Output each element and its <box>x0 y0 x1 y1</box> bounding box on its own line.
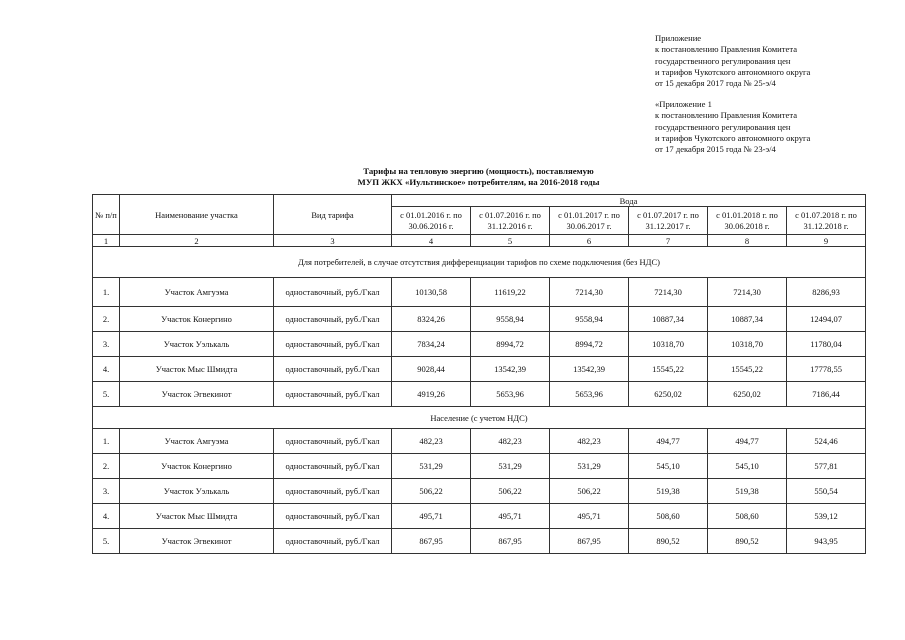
header-period: с 01.01.2016 г. по 30.06.2016 г. <box>392 207 471 235</box>
site-name: Участок Амгуэма <box>120 429 274 454</box>
tariff-value: 508,60 <box>708 504 787 529</box>
tariff-type: одноставочный, руб./Гкал <box>274 479 392 504</box>
row-number: 3. <box>93 332 120 357</box>
column-number: 7 <box>629 235 708 247</box>
row-number: 5. <box>93 529 120 554</box>
tariff-type: одноставочный, руб./Гкал <box>274 278 392 307</box>
column-number: 4 <box>392 235 471 247</box>
site-name: Участок Уэлькаль <box>120 332 274 357</box>
tariff-value: 15545,22 <box>629 357 708 382</box>
row-number: 4. <box>93 357 120 382</box>
tariff-value: 531,29 <box>392 454 471 479</box>
tariff-value: 943,95 <box>787 529 866 554</box>
header-period: с 01.01.2017 г. по 30.06.2017 г. <box>550 207 629 235</box>
section-row <box>93 247 866 278</box>
tariff-type: одноставочный, руб./Гкал <box>274 454 392 479</box>
tariff-value: 12494,07 <box>787 307 866 332</box>
tariff-value: 539,12 <box>787 504 866 529</box>
column-number: 1 <box>93 235 120 247</box>
tariff-value: 15545,22 <box>708 357 787 382</box>
tariff-value: 506,22 <box>471 479 550 504</box>
tariff-value: 9558,94 <box>550 307 629 332</box>
tariff-value: 13542,39 <box>471 357 550 382</box>
tariff-value: 8994,72 <box>471 332 550 357</box>
title-line: МУП ЖКХ «Иультинское» потребителям, на 2016-2018 годы <box>357 177 600 187</box>
site-name: Участок Эгвекинот <box>120 529 274 554</box>
appendix-line: «Приложение 1 <box>655 99 712 109</box>
column-number: 6 <box>550 235 629 247</box>
header-water-group: Вода <box>392 195 866 207</box>
tariff-value: 867,95 <box>550 529 629 554</box>
tariff-value: 494,77 <box>629 429 708 454</box>
tariff-value: 890,52 <box>708 529 787 554</box>
header-period: с 01.07.2017 г. по 31.12.2017 г. <box>629 207 708 235</box>
appendix-note-current <box>655 33 895 89</box>
header-number: № п/п <box>93 195 120 235</box>
section-title: Для потребителей, в случае отсутствия дифференциации тарифов по схеме подключения (без НДС) <box>93 247 866 278</box>
tariff-type: одноставочный, руб./Гкал <box>274 307 392 332</box>
appendix-note-original <box>655 99 895 155</box>
tariff-value: 890,52 <box>629 529 708 554</box>
header-site-name: Наименование участка <box>120 195 274 235</box>
tariff-value: 8324,26 <box>392 307 471 332</box>
site-name: Участок Эгвекинот <box>120 382 274 407</box>
row-number: 5. <box>93 382 120 407</box>
site-name: Участок Конергино <box>120 454 274 479</box>
appendix-line: к постановлению Правления Комитета <box>655 44 798 55</box>
tariff-value: 10130,58 <box>392 278 471 307</box>
appendix-line: государственного регулирования цен <box>655 55 791 66</box>
table-row <box>93 357 866 382</box>
tariff-value: 519,38 <box>708 479 787 504</box>
tariff-value: 494,77 <box>708 429 787 454</box>
site-name: Участок Мыс Шмидта <box>120 357 274 382</box>
row-number: 2. <box>93 307 120 332</box>
tariff-value: 545,10 <box>629 454 708 479</box>
header-row-column-numbers <box>93 235 866 247</box>
tariff-value: 8994,72 <box>550 332 629 357</box>
appendix-line: Приложение <box>655 33 702 43</box>
tariff-value: 495,71 <box>392 504 471 529</box>
tariff-value: 7214,30 <box>708 278 787 307</box>
header-period: с 01.07.2018 г. по 31.12.2018 г. <box>787 207 866 235</box>
tariff-value: 7214,30 <box>629 278 708 307</box>
column-number: 9 <box>787 235 866 247</box>
tariff-value: 9028,44 <box>392 357 471 382</box>
tariff-type: одноставочный, руб./Гкал <box>274 332 392 357</box>
tariff-value: 10887,34 <box>629 307 708 332</box>
row-number: 1. <box>93 278 120 307</box>
tariff-value: 17778,55 <box>787 357 866 382</box>
tariff-type: одноставочный, руб./Гкал <box>274 429 392 454</box>
tariff-table <box>92 194 866 554</box>
tariff-value: 6250,02 <box>629 382 708 407</box>
tariff-value: 577,81 <box>787 454 866 479</box>
tariff-value: 531,29 <box>550 454 629 479</box>
tariff-value: 506,22 <box>392 479 471 504</box>
appendix-line: государственного регулирования цен <box>655 121 791 132</box>
table-row <box>93 332 866 357</box>
section-row <box>93 407 866 429</box>
tariff-value: 5653,96 <box>550 382 629 407</box>
appendix-line: от 17 декабря 2015 года № 23-э/4 <box>655 144 776 155</box>
appendix-line: и тарифов Чукотского автономного округа <box>655 132 811 143</box>
tariff-type: одноставочный, руб./Гкал <box>274 504 392 529</box>
appendix-line: и тарифов Чукотского автономного округа <box>655 66 811 77</box>
tariff-value: 13542,39 <box>550 357 629 382</box>
appendix-line: от 15 декабря 2017 года № 25-э/4 <box>655 78 776 89</box>
tariff-value: 531,29 <box>471 454 550 479</box>
title-line: Тарифы на тепловую энергию (мощность), поставляемую <box>363 166 594 176</box>
document-title <box>92 166 865 188</box>
table-row <box>93 278 866 307</box>
site-name: Участок Конергино <box>120 307 274 332</box>
tariff-value: 7186,44 <box>787 382 866 407</box>
tariff-value: 524,46 <box>787 429 866 454</box>
tariff-value: 495,71 <box>471 504 550 529</box>
tariff-value: 867,95 <box>392 529 471 554</box>
tariff-value: 506,22 <box>550 479 629 504</box>
table-row <box>93 504 866 529</box>
header-tariff-type: Вид тарифа <box>274 195 392 235</box>
row-number: 3. <box>93 479 120 504</box>
tariff-value: 7834,24 <box>392 332 471 357</box>
tariff-value: 10318,70 <box>708 332 787 357</box>
tariff-type: одноставочный, руб./Гкал <box>274 529 392 554</box>
tariff-value: 9558,94 <box>471 307 550 332</box>
row-number: 1. <box>93 429 120 454</box>
tariff-value: 8286,93 <box>787 278 866 307</box>
table-row <box>93 479 866 504</box>
table-row <box>93 454 866 479</box>
column-number: 3 <box>274 235 392 247</box>
table-row <box>93 529 866 554</box>
tariff-value: 11780,04 <box>787 332 866 357</box>
tariff-value: 550,54 <box>787 479 866 504</box>
column-number: 5 <box>471 235 550 247</box>
header-period: с 01.01.2018 г. по 30.06.2018 г. <box>708 207 787 235</box>
column-number: 2 <box>120 235 274 247</box>
tariff-value: 5653,96 <box>471 382 550 407</box>
section-title: Население (с учетом НДС) <box>93 407 866 429</box>
tariff-value: 6250,02 <box>708 382 787 407</box>
tariff-type: одноставочный, руб./Гкал <box>274 357 392 382</box>
tariff-value: 482,23 <box>550 429 629 454</box>
tariff-value: 482,23 <box>471 429 550 454</box>
site-name: Участок Уэлькаль <box>120 479 274 504</box>
tariff-value: 867,95 <box>471 529 550 554</box>
appendix-line: к постановлению Правления Комитета <box>655 110 798 121</box>
tariff-value: 519,38 <box>629 479 708 504</box>
tariff-value: 10318,70 <box>629 332 708 357</box>
table-row <box>93 429 866 454</box>
tariff-value: 10887,34 <box>708 307 787 332</box>
tariff-value: 482,23 <box>392 429 471 454</box>
table-row <box>93 382 866 407</box>
tariff-value: 508,60 <box>629 504 708 529</box>
site-name: Участок Мыс Шмидта <box>120 504 274 529</box>
column-number: 8 <box>708 235 787 247</box>
tariff-value: 545,10 <box>708 454 787 479</box>
header-row-group <box>93 195 866 207</box>
tariff-value: 11619,22 <box>471 278 550 307</box>
header-period: с 01.07.2016 г. по 31.12.2016 г. <box>471 207 550 235</box>
tariff-value: 495,71 <box>550 504 629 529</box>
site-name: Участок Амгуэма <box>120 278 274 307</box>
row-number: 2. <box>93 454 120 479</box>
table-row <box>93 307 866 332</box>
tariff-value: 4919,26 <box>392 382 471 407</box>
tariff-type: одноставочный, руб./Гкал <box>274 382 392 407</box>
tariff-value: 7214,30 <box>550 278 629 307</box>
row-number: 4. <box>93 504 120 529</box>
